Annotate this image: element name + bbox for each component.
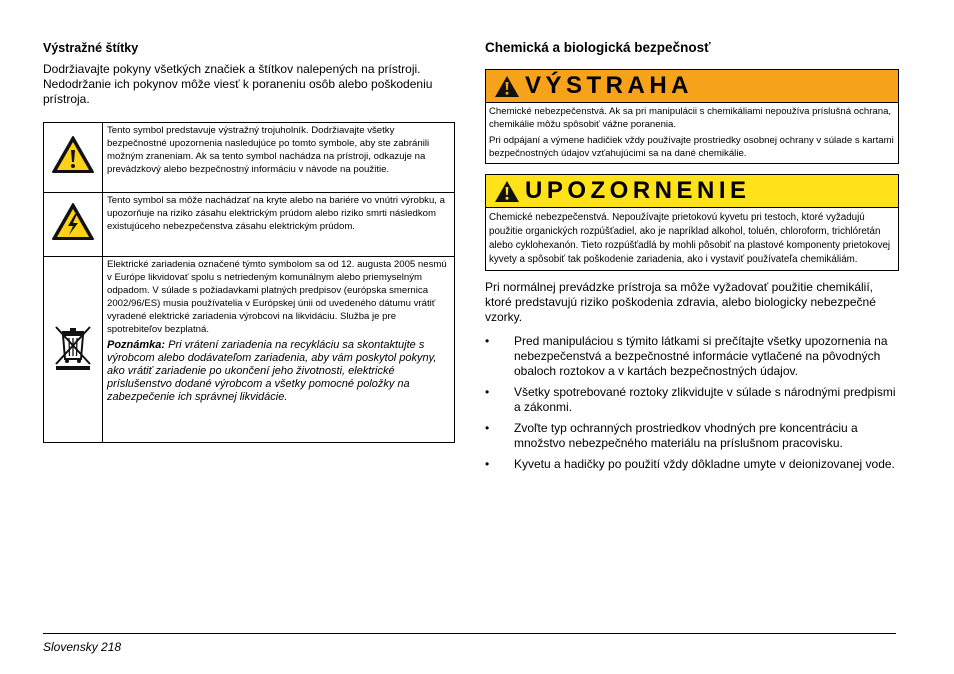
- crossed-bin-icon: [51, 323, 95, 371]
- right-column: [485, 40, 899, 478]
- electric-shock-icon: [51, 202, 95, 242]
- section-title-chemical-safety: Chemická a biologická bezpečnosť: [485, 40, 711, 55]
- caution-box: [485, 174, 899, 271]
- warning-box: [485, 69, 899, 164]
- symbol-table: [43, 122, 455, 443]
- warning-triangle-icon: [494, 180, 520, 203]
- warning-triangle-icon: [51, 135, 95, 175]
- caution-header: [486, 175, 898, 208]
- symbol-description: Tento symbol predstavuje výstražný trojuholník. Dodržiavajte všetky bezpečnostné upozornenia nasledujúce po tomto symbole, aby ste zabránili možným zraneniam. Ak sa tento symbol nachádza na prístroji, odkazuje na prevádzkový alebo bezpečnostný informáciu v návode na použitie.: [103, 123, 455, 193]
- warning-header: [486, 70, 898, 103]
- chemical-safety-paragraph: Pri normálnej prevádzke prístroja sa môže vyžadovať použitie chemikálií, ktoré predstavujú riziko poškodenia zdravia, alebo biologicky nebezpečné vzorky.: [485, 280, 876, 324]
- left-column: [43, 40, 455, 443]
- caution-text: Chemické nebezpečenstvá. Nepoužívajte prietokovú kyvetu pri testoch, ktoré vyžadujú použitie organických rozpúšťadiel, ako je napríklad alkohol, toluén, chloroform, trichlóretán alebo cyklohexanón. Tieto rozpúšťadlá by mohli pôsobiť na plastové komponenty prietokovej kyvety a spôsobiť tak poškodenie zariadenia, ako i vystaviť používateľa chemikáliám.: [489, 212, 891, 265]
- list-item: • Všetky spotrebované roztoky zlikvidujte v súlade s národnými predpismi a zákonmi.: [485, 385, 899, 415]
- safety-bullet-list: [485, 334, 899, 472]
- note-text: Pri vrátení zariadenia na recykláciu sa skontaktujte s výrobcom alebo dodávateľom zariadenia, aby vám poskytol pokyny, ako vrátiť zariadenie po ukončení jeho životnosti, elektrické príslušenstvo dodané výrobcom a všetky pomocné položky na zabezpečenie ich správnej likvidácie.: [107, 339, 437, 403]
- table-row: [44, 193, 455, 257]
- section-title-warning-labels: Výstražné štítky: [43, 41, 139, 55]
- list-item: • Pred manipuláciou s týmito látkami si prečítajte všetky upozornenia na nebezpečenstvá a bezpečnostné informácie vytlačené na pôvodných obaloch roztokov a v kartách bezpečnostných údajov.: [485, 334, 899, 379]
- warning-text: Chemické nebezpečenstvá. Ak sa pri manipulácii s chemikáliami nepoužíva príslušná ochrana, chemikálie môžu spôsobiť vážne poranenia.: [489, 106, 892, 130]
- list-item: • Kyvetu a hadičky po použití vždy dôkladne umyte v deionizovanej vode.: [485, 457, 899, 472]
- warning-body: [486, 103, 898, 163]
- caution-label: UPOZORNENIE: [525, 177, 751, 204]
- symbol-cell: [44, 257, 103, 443]
- warning-labels-intro: Dodržiavajte pokyny všetkých značiek a štítkov nalepených na prístroji. Nedodržanie ich pokynov môže viesť k poraneniu osôb alebo poškodeniu prístroja.: [43, 62, 433, 106]
- page-footer: Slovensky 218: [43, 640, 122, 654]
- symbol-description: [103, 257, 455, 443]
- weee-note: [107, 339, 450, 404]
- footer-divider: [43, 633, 896, 634]
- warning-text: Pri odpájaní a výmene hadičiek vždy používajte prostriedky osobnej ochrany v súlade s kartami bezpečnostných údajov vzťahujúcimi sa na dané chemikálie.: [489, 135, 894, 159]
- caution-body: [486, 208, 898, 270]
- symbol-cell: [44, 123, 103, 193]
- warning-label: VÝSTRAHA: [525, 72, 694, 99]
- symbol-cell: [44, 193, 103, 257]
- table-row: [44, 123, 455, 193]
- note-label: Poznámka:: [107, 339, 166, 351]
- list-item: • Zvoľte typ ochranných prostriedkov vhodných pre koncentráciu a množstvo nebezpečného materiálu na príslušnom pracovisku.: [485, 421, 899, 451]
- warning-triangle-icon: [494, 75, 520, 98]
- weee-text: Elektrické zariadenia označené týmto symbolom sa od 12. augusta 2005 nesmú v Európe likvidovať spolu s netriedeným komunálnym alebo priemyselným odpadom. V súlade s požiadavkami platných predpisov (európska smernica 2002/96/ES) musia používatelia v Európskej únii od uvedeného dátumu vrátiť vyradené elektrické zariadenia výrobcovi na likvidáciu. Služba je pre spotrebiteľov bezplatná.: [107, 259, 447, 335]
- table-row: [44, 257, 455, 443]
- symbol-description: Tento symbol sa môže nachádzať na kryte alebo na bariére vo vnútri výrobku, a upozorňuje na riziko zásahu elektrickým prúdom alebo riziko smrti následkom existujúceho nebezpečenstva zásahu elektrickým prúdom.: [103, 193, 455, 257]
